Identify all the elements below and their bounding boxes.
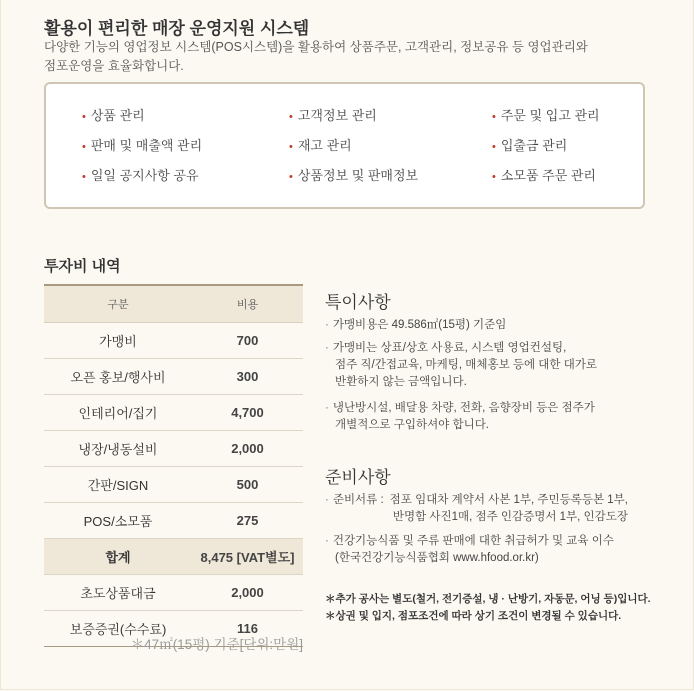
investment-title: 투자비 내역 (44, 258, 121, 275)
feature-item: • 소모품 주문 관리 (492, 168, 596, 183)
special-title: 특이사항 (325, 293, 391, 312)
table-row (44, 467, 303, 503)
prep-title: 준비사항 (325, 468, 391, 487)
row-label: 냉장/냉동설비 (44, 431, 192, 467)
desc-line-2: 점포운영을 효율화합니다. (44, 59, 184, 73)
row-value: 8,475 [VAT별도] (192, 539, 303, 575)
bullet-icon: • (82, 111, 86, 123)
table-row (44, 395, 303, 431)
table-header-row (44, 285, 303, 323)
feature-item: • 판매 및 매출액 관리 (82, 138, 203, 153)
section-title: 활용이 편리한 매장 운영지원 시스템 (44, 19, 310, 38)
special-bullet-1: · 가맹비용은 49.586㎡(15평) 기준임 (325, 319, 507, 331)
row-label: 가맹비 (44, 323, 192, 359)
row-value: 300 (192, 359, 303, 395)
header-category: 구분 (44, 285, 192, 323)
feature-item: • 상품정보 및 판매정보 (289, 168, 419, 183)
table-row (44, 503, 303, 539)
header-cost: 비용 (192, 285, 303, 323)
row-value: 2,000 (192, 575, 303, 611)
investment-table (44, 284, 303, 647)
row-label: 오픈 홍보/행사비 (44, 359, 192, 395)
row-label: 인테리어/집기 (44, 395, 192, 431)
feature-item: • 상품 관리 (82, 108, 145, 123)
prep-bullet-2: · 건강기능식품 및 주류 판매에 대한 취급허가 및 교육 이수 (한국건강기능식품협회 www.hfood.or.kr) (325, 535, 614, 564)
total-row (44, 539, 303, 575)
row-label: 합계 (44, 539, 192, 575)
footnote-2: ＊상권 및 입지, 점포조건에 따라 상기 조건이 변경될 수 있습니다. (325, 610, 622, 622)
feature-item: • 고객정보 관리 (289, 108, 377, 123)
bullet-icon: • (492, 111, 496, 123)
special-bullet-2: · 가맹비는 상표/상호 사용료, 시스템 영업컨설팅, 점주 직/간접교육, 마케팅, 매체홍보 등에 대한 대가로 반환하지 않는 금액입니다. (325, 342, 598, 388)
feature-item: • 주문 및 입고 관리 (492, 108, 600, 123)
row-label: 보증증권(수수료) (44, 611, 192, 647)
row-value: 116 (192, 611, 303, 647)
feature-item: • 입출금 관리 (492, 138, 568, 153)
bullet-icon: • (82, 171, 86, 183)
desc-line-1: 다양한 기능의 영업정보 시스템(POS시스템)을 활용하여 상품주문, 고객관리, 정보공유 등 영업관리와 (44, 40, 588, 54)
table-row (44, 575, 303, 611)
bullet-icon: • (492, 171, 496, 183)
bullet-icon: • (289, 171, 293, 183)
row-value: 275 (192, 503, 303, 539)
bullet-icon: • (82, 141, 86, 153)
bullet-icon: • (492, 141, 496, 153)
row-value: 700 (192, 323, 303, 359)
row-label: 간판/SIGN (44, 467, 192, 503)
prep-bullet-1: · 준비서류 : 점포 임대차 계약서 사본 1부, 주민등록등본 1부, 반명함 사진1매, 점주 인감증명서 1부, 인감도장 (325, 494, 628, 523)
row-value: 2,000 (192, 431, 303, 467)
row-value: 4,700 (192, 395, 303, 431)
table-row (44, 359, 303, 395)
table-row (44, 431, 303, 467)
feature-column-1 (82, 106, 202, 196)
bullet-icon: • (289, 141, 293, 153)
table-row (44, 323, 303, 359)
bullet-icon: • (289, 111, 293, 123)
footnote-1: ＊추가 공사는 별도(철거, 전기증설, 냉 · 난방기, 자동문, 어닝 등)입니다. (325, 593, 651, 605)
unit-note: ＊47㎡(15평) 기준[단위:만원] (130, 637, 303, 652)
row-label: POS/소모품 (44, 503, 192, 539)
special-bullet-3: · 냉난방시설, 배달용 차량, 전화, 음향장비 등은 점주가 개별적으로 구입하셔야 합니다. (325, 402, 595, 431)
feature-column-3 (492, 106, 600, 196)
feature-item: • 일일 공지사항 공유 (82, 168, 199, 183)
feature-item: • 재고 관리 (289, 138, 352, 153)
row-label: 초도상품대금 (44, 575, 192, 611)
section-description (44, 38, 644, 76)
row-value: 500 (192, 467, 303, 503)
feature-box (44, 82, 645, 209)
feature-column-2 (289, 106, 418, 196)
